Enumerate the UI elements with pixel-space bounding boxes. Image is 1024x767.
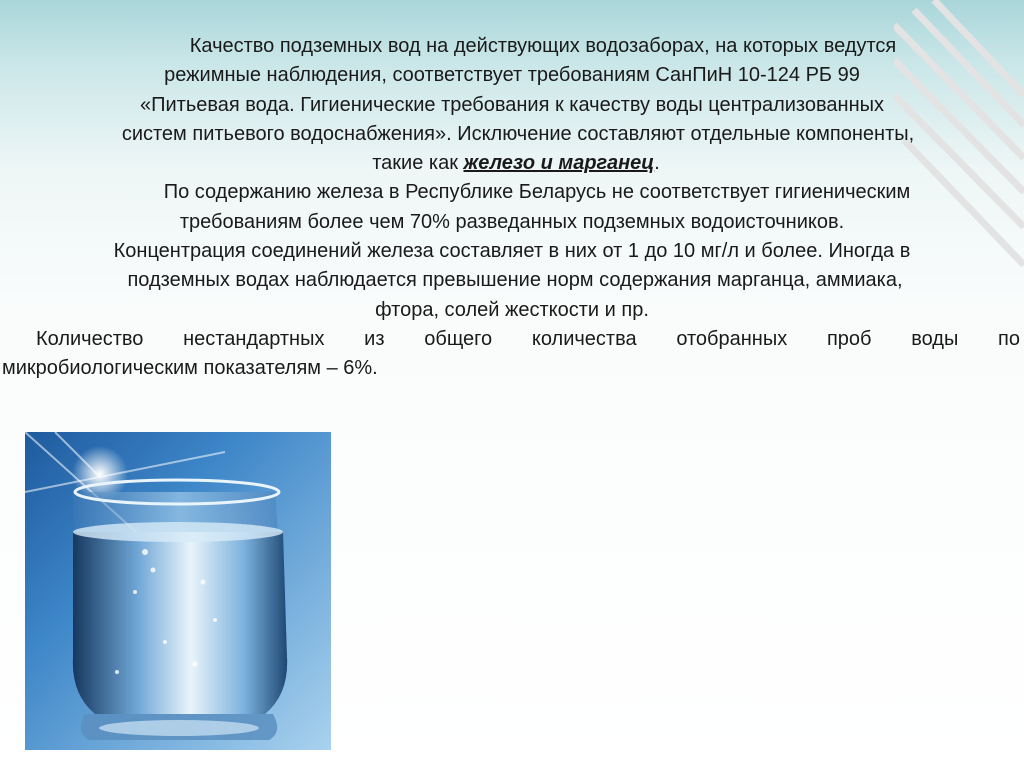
text-run: . [654, 152, 660, 175]
water-glass-image [25, 432, 331, 750]
text-line: требованиям более чем 70% разведанных подземных водоисточников. [179, 210, 845, 233]
water-glass-icon [25, 432, 331, 750]
emphasis-text: железо и марганец [463, 152, 655, 175]
text-line: микробиологическим показателям – 6%. [2, 357, 378, 380]
text-line: «Питьевая вода. Гигиенические требования к качеству воды централизованных [139, 93, 884, 116]
text-line: Концентрация соединений железа составляет в них от 1 до 10 мг/л и более. Иногда в [113, 240, 911, 263]
text-run: такие как [372, 152, 464, 175]
text-line: подземных водах наблюдается превышение норм содержания марганца, аммиака, [127, 269, 903, 292]
text-line: фтора, солей жесткости и пр. [375, 298, 649, 321]
text-line [0, 149, 1024, 178]
text-line: Качество подземных вод на действующих водозаборах, на которых ведутся [189, 35, 897, 57]
text-line: режимные наблюдения, соответствует требованиям СанПиН 10-124 РБ 99 [164, 64, 860, 87]
text-line: Количество нестандартных из общего количества отобранных проб воды по [36, 327, 1020, 350]
text-line: систем питьевого водоснабжения». Исключение составляют отдельные компоненты, [121, 122, 915, 145]
slide-body [0, 32, 1024, 384]
text-line: По содержанию железа в Республике Беларусь не соответствует гигиеническим [163, 181, 911, 204]
